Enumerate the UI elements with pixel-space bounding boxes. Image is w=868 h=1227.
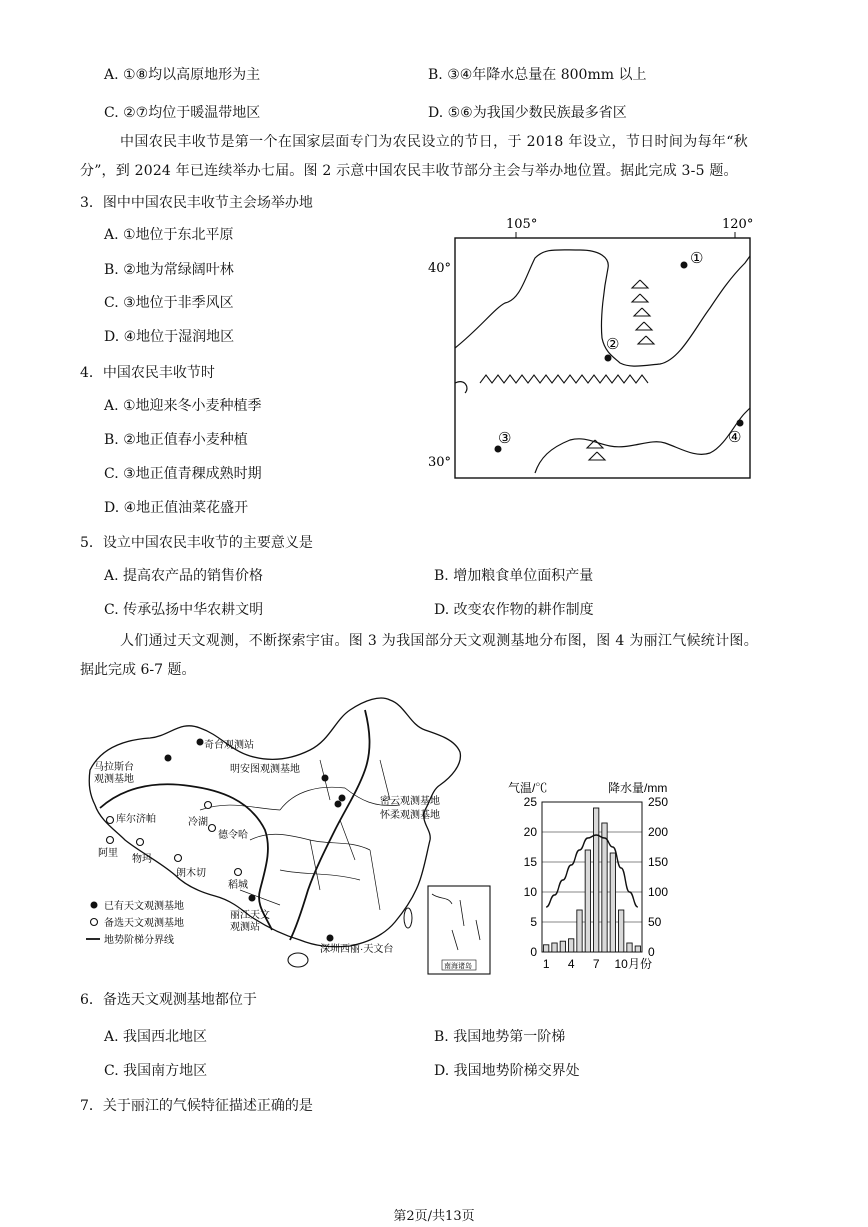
q3-option-b: B. ②地为常绿阔叶林 <box>104 262 234 278</box>
inset-label: 南海诸岛 <box>444 963 472 970</box>
passage2-line1: 人们通过天文观测，不断探索宇宙。图 3 为我国部分天文观测基地分布图，图 4 为丽江气候统计图。 <box>120 633 759 649</box>
point-2-label: ② <box>606 335 620 353</box>
q5-stem: 5．设立中国农民丰收节的主要意义是 <box>80 535 313 551</box>
q4-option-b: B. ②地正值春小麦种植 <box>104 432 248 448</box>
q3-stem: 3．图中中国农民丰收节主会场举办地 <box>80 195 313 211</box>
malasi-dot <box>165 755 172 762</box>
festival-map <box>410 208 770 488</box>
lat-40-label: 40° <box>428 261 452 276</box>
x-tick-label: 1 <box>542 957 550 971</box>
x-tick-label: 4 <box>567 957 575 971</box>
lijiang-climate-chart <box>506 772 686 982</box>
daocheng-label: 稻城 <box>228 880 248 891</box>
precip-bar-9 <box>610 853 615 952</box>
point-3-label: ③ <box>498 429 512 447</box>
x-unit-label: 月份 <box>628 957 653 971</box>
wuqia-dot <box>137 839 144 846</box>
lon-120-label: 120° <box>722 217 754 232</box>
qitai-dot <box>197 739 204 746</box>
miyun-dot <box>339 795 346 802</box>
q4-option-d: D. ④地正值油菜花盛开 <box>104 500 249 516</box>
left-tick-label: 20 <box>523 825 537 839</box>
right-tick-label: 0 <box>648 945 655 959</box>
right-tick-label: 200 <box>648 825 669 839</box>
legend-boundary: 地势阶梯分界线 <box>104 935 174 946</box>
q3-option-d: D. ④地位于湿润地区 <box>104 329 235 345</box>
passage1-line1: 中国农民丰收节是第一个在国家层面专门为农民设立的节日，于 2018 年设立，节日时间为每年“秋 <box>120 134 749 150</box>
lenghu-label: 冷湖 <box>188 817 208 828</box>
qitai-label: 奇台观测站 <box>204 740 254 751</box>
huairou-label: 怀柔观测基地 <box>380 810 440 821</box>
q6-option-d: D. 我国地势阶梯交界处 <box>434 1063 580 1079</box>
precip-bar-3 <box>560 941 565 952</box>
x-tick-label: 7 <box>592 957 600 971</box>
q5-option-a: A. 提高农产品的销售价格 <box>104 568 264 584</box>
lijiang-dot <box>249 895 256 902</box>
shenzhen-dot <box>327 935 334 942</box>
q4-stem: 4．中国农民丰收节时 <box>80 365 215 381</box>
left-tick-label: 10 <box>523 885 537 899</box>
malasi-label: 马拉斯台 <box>94 762 134 773</box>
legend-existing: 已有天文观测基地 <box>104 901 184 912</box>
malasi-label-2: 观测基地 <box>94 774 134 785</box>
page-footer: 第2页/共13页 <box>393 1209 475 1224</box>
lat-30-label: 30° <box>428 455 452 470</box>
taihang-mountains <box>632 280 654 344</box>
q6-option-b: B. 我国地势第一阶梯 <box>434 1029 566 1045</box>
point-2 <box>605 355 612 362</box>
delingha-label: 德令哈 <box>218 830 248 841</box>
q6-stem: 6．备选天文观测基地都位于 <box>80 992 257 1008</box>
q3-option-c: C. ③地位于非季风区 <box>104 295 234 311</box>
right-tick-label: 150 <box>648 855 669 869</box>
langmu-dot <box>175 855 182 862</box>
plot-frame <box>542 802 642 952</box>
q6-option-c: C. 我国南方地区 <box>104 1063 208 1079</box>
right-tick-label: 250 <box>648 795 669 809</box>
delingha-dot <box>209 825 216 832</box>
mingantu-dot <box>322 775 329 782</box>
observatory-map <box>80 690 500 982</box>
q2-option-a: A. ①⑧均以高原地形为主 <box>104 67 261 83</box>
yellow-river <box>455 250 750 366</box>
mingantu-label: 明安图观测基地 <box>230 764 300 775</box>
left-tick-label: 5 <box>530 915 537 929</box>
q7-stem: 7．关于丽江的气候特征描述正确的是 <box>80 1098 313 1114</box>
chart-left-axis-title: 气温/℃ <box>508 781 548 795</box>
wu-mountains <box>587 440 605 460</box>
ali-dot <box>107 837 114 844</box>
x-tick-label: 10 <box>614 957 628 971</box>
step-boundary-line-2 <box>290 710 370 940</box>
wuqia-label: 物玛 <box>132 854 152 865</box>
passage1-line2: 分”，到 2024 年已连续举办七届。图 2 示意中国农民丰收节部分主会与举办地位置。据此完成 3-5 题。 <box>80 163 738 179</box>
inset-details <box>432 894 480 950</box>
daocheng-dot <box>235 869 242 876</box>
huairou-dot <box>335 801 342 808</box>
q4-option-c: C. ③地正值青稞成熟时期 <box>104 466 262 482</box>
precip-bar-4 <box>569 939 574 952</box>
passage2-line2: 据此完成 6-7 题。 <box>80 662 196 678</box>
shenzhen-label: 深圳西丽·天文台 <box>320 944 394 955</box>
left-tick-label: 15 <box>523 855 537 869</box>
precip-bar-7 <box>594 808 599 952</box>
legend-candidate-dot <box>91 919 98 926</box>
precip-bar-2 <box>552 943 557 952</box>
precip-bar-6 <box>585 850 590 952</box>
lijiang-label: 丽江天文 <box>230 910 270 921</box>
south-sea-inset <box>428 886 490 974</box>
lenghu-dot <box>205 802 212 809</box>
legend-existing-dot <box>91 902 98 909</box>
miyun-label: 密云观测基地 <box>380 796 440 807</box>
taiwan-island <box>404 908 412 928</box>
right-tick-label: 50 <box>648 915 662 929</box>
point-1-label: ① <box>690 249 704 267</box>
q5-option-d: D. 改变农作物的耕作制度 <box>434 602 594 618</box>
yangtze-river <box>455 382 750 473</box>
q6-option-a: A. 我国西北地区 <box>104 1029 208 1045</box>
lon-105-label: 105° <box>506 217 538 232</box>
legend-candidate: 备选天文观测基地 <box>104 918 184 929</box>
left-tick-label: 25 <box>523 795 537 809</box>
ali-label: 阿里 <box>98 848 118 859</box>
precip-bar-1 <box>544 945 549 952</box>
q2-option-d: D. ⑤⑥为我国少数民族最多省区 <box>428 105 627 121</box>
kashi-label: 库尔济帕 <box>116 814 156 825</box>
point-1 <box>681 262 688 269</box>
precip-bar-10 <box>619 910 624 952</box>
right-tick-label: 100 <box>648 885 669 899</box>
temperature-line <box>546 835 638 907</box>
qinling-mountains <box>480 375 648 383</box>
left-tick-label: 0 <box>530 945 537 959</box>
point-4 <box>737 420 744 427</box>
precip-bar-11 <box>627 943 632 952</box>
precip-bar-5 <box>577 910 582 952</box>
q3-option-a: A. ①地位于东北平原 <box>104 227 234 243</box>
q4-option-a: A. ①地迎来冬小麦种植季 <box>104 398 262 414</box>
langmu-label: 朗木切 <box>176 868 206 879</box>
point-4-label: ④ <box>728 428 742 446</box>
q2-option-b: B. ③④年降水总量在 800mm 以上 <box>428 67 647 83</box>
q5-option-c: C. 传承弘扬中华农耕文明 <box>104 602 264 618</box>
q5-option-b: B. 增加粮食单位面积产量 <box>434 568 594 584</box>
kashi-dot <box>107 817 114 824</box>
lijiang-label-2: 观测站 <box>230 922 260 933</box>
chart-right-axis-title: 降水量/mm <box>608 781 668 795</box>
precip-bar-12 <box>635 946 640 952</box>
precip-bar-8 <box>602 823 607 952</box>
hainan-island <box>288 953 308 967</box>
q2-option-c: C. ②⑦均位于暖温带地区 <box>104 105 261 121</box>
